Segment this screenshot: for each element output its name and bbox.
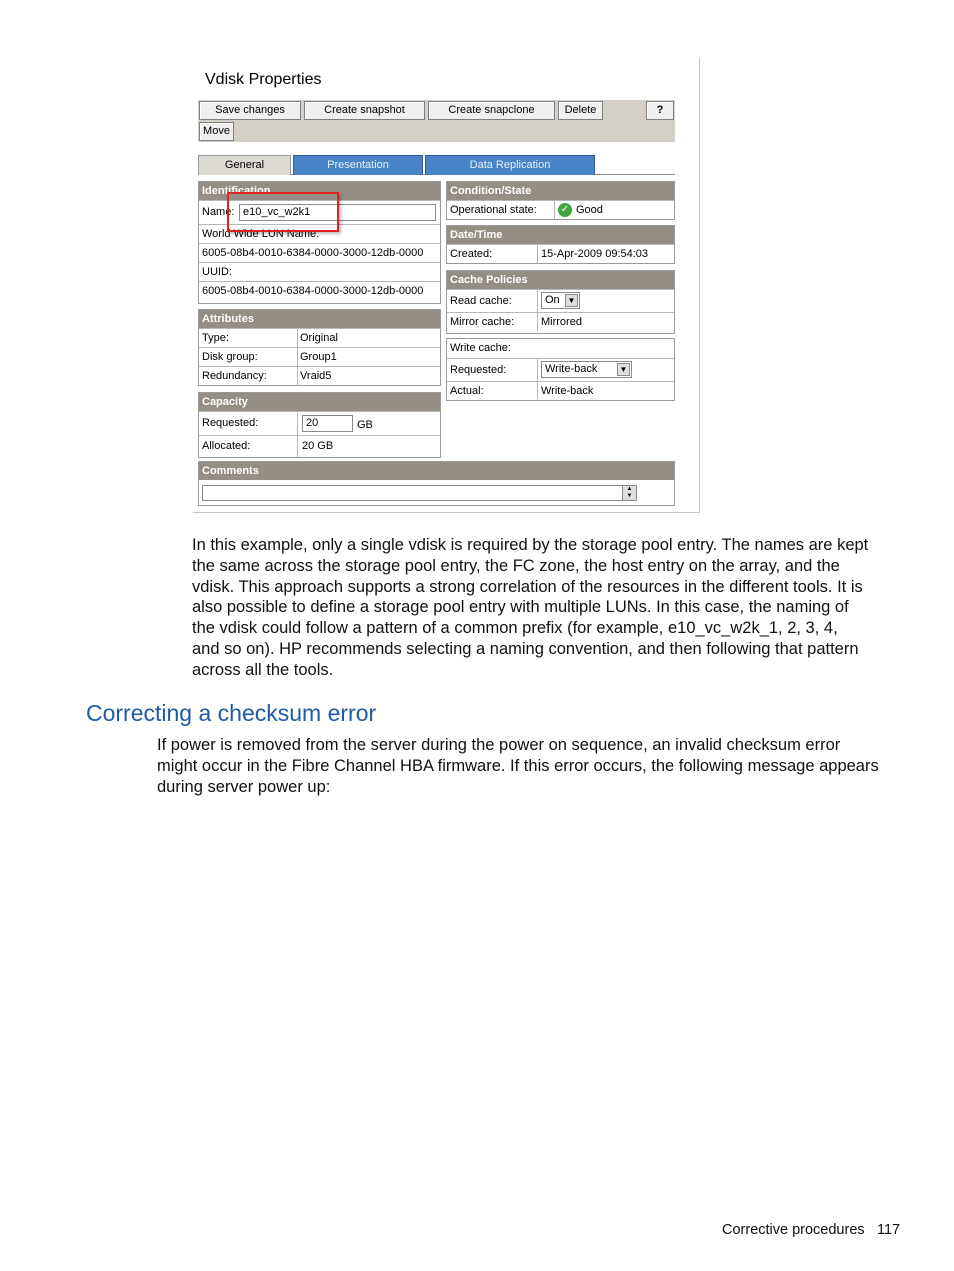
paragraph-line: the same across the storage pool entry, the FC zone, the host entry on the array, and the <box>192 556 840 575</box>
operational-state-label: Operational state: <box>450 204 537 216</box>
attributes-header: Attributes <box>199 310 440 328</box>
tab-data-replication[interactable]: Data Replication <box>425 155 595 175</box>
comments-header: Comments <box>199 462 674 480</box>
mirror-cache-row <box>447 312 674 331</box>
capacity-header: Capacity <box>199 393 440 411</box>
requested-capacity-row <box>199 411 440 435</box>
spinner-arrows-icon[interactable]: ▲ ▼ <box>622 486 636 500</box>
operational-state-row <box>447 200 674 219</box>
name-row <box>199 200 440 224</box>
cache-policies-section <box>446 270 675 334</box>
condition-section <box>446 181 675 220</box>
uuid-value-row <box>199 281 440 300</box>
toolbar <box>198 100 675 142</box>
paragraph-line: also possible to define a storage pool entry with multiple LUNs. In this case, the naming of <box>192 598 849 617</box>
allocated-row <box>199 435 440 457</box>
tab-presentation[interactable]: Presentation <box>293 155 423 175</box>
uuid-value: 6005-08b4-0010-6384-0000-3000-12db-0000 <box>202 285 424 297</box>
uuid-label-row <box>199 262 440 281</box>
redundancy-label: Redundancy: <box>202 370 267 382</box>
write-requested-value: Write-back <box>545 363 598 375</box>
uuid-label: UUID: <box>202 266 232 278</box>
requested-capacity-unit: GB <box>357 419 373 431</box>
mirror-cache-value: Mirrored <box>541 316 582 328</box>
check-circle-icon: ✓ <box>558 203 572 217</box>
mirror-cache-label: Mirror cache: <box>450 316 515 328</box>
paragraph-line: might occur in the Fibre Channel HBA firmware. If this error occurs, the following message appears <box>157 756 879 775</box>
write-requested-select[interactable] <box>541 361 632 378</box>
comments-section <box>198 461 675 506</box>
vdisk-properties-screenshot <box>193 58 700 513</box>
paragraph-line: In this example, only a single vdisk is required by the storage pool entry. The names are kept <box>192 536 869 554</box>
save-changes-button[interactable]: Save changes <box>199 101 301 120</box>
paragraph-naming <box>192 535 902 681</box>
read-cache-select[interactable] <box>541 292 580 309</box>
comments-input[interactable] <box>202 485 637 501</box>
requested-capacity-input[interactable]: 20 <box>302 415 353 432</box>
paragraph-checksum <box>157 735 907 797</box>
diskgroup-value: Group1 <box>300 351 337 363</box>
operational-state-value: Good <box>576 204 603 216</box>
chevron-down-icon: ▼ <box>565 294 578 307</box>
footer-section-title: Corrective procedures <box>722 1222 865 1238</box>
move-button[interactable]: Move <box>199 122 234 141</box>
write-requested-row <box>447 358 674 381</box>
write-cache-row <box>447 339 674 358</box>
paragraph-line: If power is removed from the server during the power on sequence, an invalid checksum error <box>157 736 841 754</box>
read-cache-label: Read cache: <box>450 295 512 307</box>
write-actual-label: Actual: <box>450 385 484 397</box>
paragraph-line: and so on). HP recommends selecting a naming convention, and then following that pattern <box>192 639 859 658</box>
wwlun-value: 6005-08b4-0010-6384-0000-3000-12db-0000 <box>202 247 424 259</box>
wwlun-value-row <box>199 243 440 262</box>
paragraph-line: vdisk. This approach supports a strong correlation of the resources in the different tools. It is <box>192 577 863 596</box>
diskgroup-label: Disk group: <box>202 351 258 363</box>
datetime-header: Date/Time <box>447 226 674 244</box>
tab-bar <box>198 155 675 175</box>
read-cache-value: On <box>545 294 560 306</box>
identification-section <box>198 181 441 304</box>
identification-header: Identification <box>199 182 440 200</box>
type-label: Type: <box>202 332 229 344</box>
write-requested-label: Requested: <box>450 364 507 376</box>
wwlun-label: World Wide LUN Name: <box>202 228 320 240</box>
panel-title: Vdisk Properties <box>205 71 322 88</box>
cache-policies-header: Cache Policies <box>447 271 674 289</box>
redundancy-row <box>199 366 440 385</box>
write-cache-label: Write cache: <box>450 342 511 354</box>
redundancy-value: Vraid5 <box>300 370 332 382</box>
delete-button[interactable]: Delete <box>558 101 603 120</box>
created-value: 15-Apr-2009 09:54:03 <box>541 248 649 260</box>
name-label: Name: <box>202 206 235 218</box>
tab-general[interactable]: General <box>198 155 291 175</box>
type-value: Original <box>300 332 338 344</box>
help-button[interactable]: ? <box>646 101 674 120</box>
requested-capacity-label: Requested: <box>202 417 259 429</box>
create-snapclone-button[interactable]: Create snapclone <box>428 101 555 120</box>
type-row <box>199 328 440 347</box>
write-cache-section <box>446 338 675 401</box>
datetime-section <box>446 225 675 264</box>
paragraph-line: during server power up: <box>157 777 331 796</box>
write-actual-row <box>447 381 674 400</box>
created-label: Created: <box>450 248 493 260</box>
page-number: 117 <box>877 1222 901 1238</box>
allocated-label: Allocated: <box>202 440 251 452</box>
paragraph-line: across all the tools. <box>192 660 334 679</box>
paragraph-line: the vdisk could follow a pattern of a common prefix (for example, e10_vc_w2k_1, 2, 3, 4, <box>192 619 838 638</box>
allocated-value: 20 GB <box>302 440 334 452</box>
wwlun-label-row <box>199 224 440 243</box>
attributes-section <box>198 309 441 386</box>
name-input[interactable]: e10_vc_w2k1 <box>239 204 436 221</box>
created-row <box>447 244 674 263</box>
chevron-down-icon: ▼ <box>617 363 630 376</box>
condition-header: Condition/State <box>447 182 674 200</box>
section-heading: Correcting a checksum error <box>86 700 377 726</box>
read-cache-row <box>447 289 674 312</box>
diskgroup-row <box>199 347 440 366</box>
write-actual-value: Write-back <box>541 385 594 397</box>
create-snapshot-button[interactable]: Create snapshot <box>304 101 425 120</box>
capacity-section <box>198 392 441 458</box>
